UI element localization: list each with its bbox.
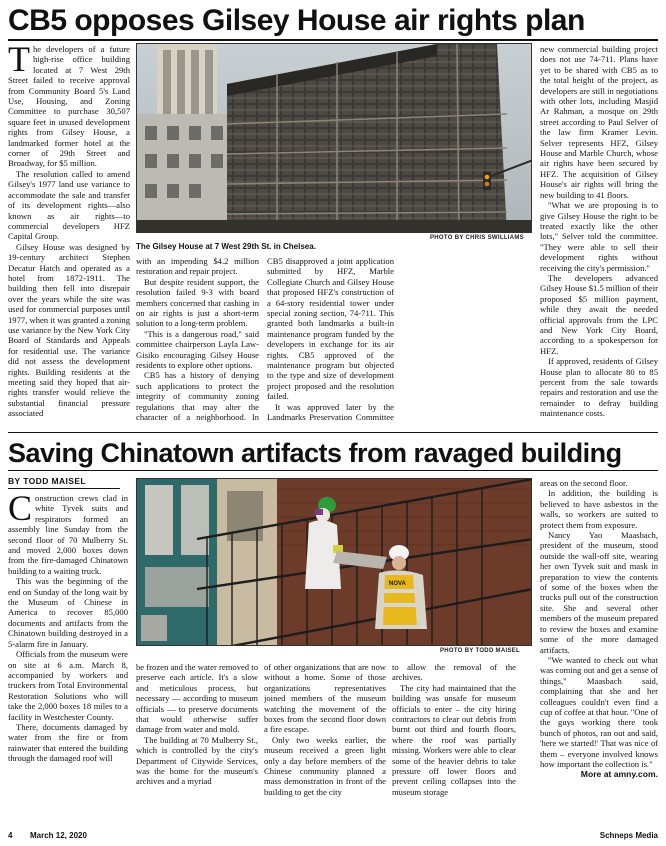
paragraph: of other organizations that are now without a home. Some of those organizations representatives joined members of the museum watching the movement of the boxes from the second floor down a fire escape. (264, 662, 386, 735)
paragraph: The resolution called to amend Gilsey's 1977 land use variance to accommodate the sale and transfer of its development rights—also known as air rights—to commercial developers HFZ Capital Group. (8, 168, 130, 242)
paragraph: If approved, residents of Gilsey House plan to allocate 80 to 85 percent from the sale towards repairs and restoration and use the remainder to defray building maintenance costs. (540, 356, 658, 419)
paragraph: areas on the second floor. (540, 478, 628, 488)
paragraph: The building at 70 Mulberry St., which is controlled by the city's Department of Citywide Services, was the home for the museum's archives and a myriad (136, 734, 258, 787)
byline: BY TODD MAISEL (8, 476, 87, 486)
article2-column-3 (264, 662, 386, 829)
paragraph: The developers advanced Gilsey House $1.5 million of their proposed $5 million payment, while they await the needed official approvals from the LPC and New York City Board, according to a spokesperson for HFZ. (540, 272, 658, 356)
headline-chinatown: Saving Chinatown artifacts from ravaged building (8, 438, 622, 468)
paragraph: Gilsey House was designed by 19-century architect Stephen Decatur Hatch and operated as a hotel from 1872-1911. The building then fell into disrepair over the years while the site was used for commercial purposes until 1977, when it was granted a zoning use variance by the New York City Board of Standards and Appeals for residential use. The variance did not assess the development rights. Building residents at the meeting said they hoped that air-rights transfer would relieve the substantial financial pressure associated (8, 241, 130, 419)
article1-column-2 (136, 256, 259, 424)
article2-column-2 (136, 662, 258, 829)
article2-column-1 (8, 493, 128, 829)
paragraph: The city had maintained that the building was unsafe for museum officials to enter – the city hiring contractors to clear out debris from burnt out third and fourth floors, where the roof was partially missing. Workers were able to clear some of the heavier debris to take pressure off lower floors and prevent ceiling collapses into the museum storage (392, 682, 516, 797)
photo-credit-gilsey: PHOTO BY CHRIS SWILLIAMS (430, 235, 524, 241)
paragraph: "We wanted to check out what was coming out and get a sense of things," Maasbach said, complaining that she and her colleagues couldn't even find a cup of coffee at that hour. "One of the guys working there took bunch of photos, ran out and said, 'here we started!' That was nice of them – everyone involved knows how important the collection is." (540, 654, 658, 769)
photo-credit-chinatown: PHOTO BY TODD MAISEL (440, 648, 521, 654)
chinatown-photo (136, 478, 532, 646)
paragraph: This was the beginning of the end on Sunday of the long wait by the Museum of Chinese in America to recover 85,000 documents and artifacts from the Chinatown building destroyed in a 5-alarm fire in January. (8, 576, 128, 649)
byline-rule (8, 488, 120, 489)
headline-rule (8, 470, 658, 471)
section-divider (8, 432, 658, 433)
headline-gilsey: CB5 opposes Gilsey House air rights plan (8, 4, 585, 37)
article2-column-5 (540, 478, 658, 830)
paragraph: It was approved later by the Landmarks Preservation Committee (267, 401, 394, 423)
paragraph: In addition, the building is believed to have asbestos in the walls, so workers are suited to protect them from exposure. (540, 488, 658, 530)
more-link[interactable]: More at amny.com. (580, 769, 658, 780)
issue-date: March 12, 2020 (30, 831, 87, 840)
paragraph: with an impending $4.2 million restoration and repair project. (136, 256, 259, 277)
paragraph: new commercial building project does not use 74-711. Plans have yet to be shared with CB5 as to the total height of the project, as developers are still in negotiations with other lots, including Masjid Ar Rahman, a mosque on 29th street according to Paul Selver of the law firm Kramer Levin. Selver represents HFZ, Gilsey House and Marble Church, whose air rights have been secured by HFZ. The acquisition of Gilsey House's air rights will bring the new building to 41 floors. (540, 44, 658, 200)
article1-column-3 (267, 256, 394, 424)
headline-rule (8, 39, 658, 41)
paragraph: CB5 disapproved a joint application submitted by HFZ, Marble Collegiate Church and Gilsey House that proposed HFZ's construction of a 64-story residential tower under special zoning section, 74-711. This granted both landmarks a built-in maintenance program funded by the developers in exchange for its air rights. CB5 approved of the maintenance program but objected to the type and size of development project proposed and the resolution failed. (267, 256, 394, 402)
dropcap-c: C (8, 493, 33, 528)
paragraph: to allow the removal of the archives. (392, 662, 516, 683)
paragraph: "This is a dangerous road," said committee chairperson Layla Law-Gisiko encouraging Gilsey House residents to explore other options. (136, 328, 259, 371)
article1-column-4 (540, 44, 658, 424)
page-number: 4 (8, 831, 13, 840)
article1-column-1 (8, 44, 130, 424)
paragraph: he developers of a future high-rise office building located at 7 West 29th Street failed to receive approval from Community Board 5's Land Use, Housing, and Zoning Committee to purchase 30,507 square feet in unused development rights from Gilsey House, a landmarked former hotel at the corner of 29th Street and Broadway, for $5 million. (8, 44, 130, 169)
paragraph: CB5 has a history of denying such applications to protect the integrity of community zoning regulations that may alter the character of a neighborhood. In (136, 370, 259, 423)
paragraph: But despite resident support, the resolution failed 9-3 with board members concerned that cashing in on air rights is just a short-term solution to a long-term problem. (136, 276, 259, 329)
paragraph: Only two weeks earlier, the museum received a green light only a day before members of the Chinese community planned a mass demonstration in front of the building to get the city (264, 734, 386, 797)
dropcap-t: T (8, 44, 30, 79)
vest-text: NOVA (389, 581, 406, 587)
paragraph: "What we are proposing is to give Gilsey House the right to be treated exactly like the other lots," Selver told the committee. "They were able to sell their development rights without receiving the city's permission." (540, 200, 658, 273)
chinatown-workers-image (137, 479, 532, 646)
gilsey-house-image (137, 44, 532, 233)
gilsey-house-photo (136, 43, 532, 233)
paragraph: be frozen and the water removed to preserve each article. It's a slow and meticulous process, but necessary — according to museum officials — to preserve documents that would otherwise suffer damage from water and mold. (136, 662, 258, 735)
publisher-name: Schneps Media (599, 831, 658, 840)
article2-column-4 (392, 662, 516, 829)
photo-caption-gilsey: The Gilsey House at 7 West 29th St. in Chelsea. (136, 242, 316, 251)
paragraph: Nancy Yao Maasbach, president of the museum, stood outside the wall-off site, wearing her own Tyvek suit and mask in preparation to view the contents of some of the boxes when the trucks pull out of the construction site. She and several other members of the museum prepared to review the boxes and examine some of the more damaged artifacts. (540, 530, 658, 655)
paragraph: There, documents damaged by water from the fire or from rainwater that entered the building through the damaged roof will (8, 721, 128, 764)
paragraph: Officials from the museum were on site at 6 a.m. March 8, accompanied by workers and truckers from Total Environmental Restoration Solutions who will take the 2,000 boxes 18 miles to a facility in Westchester County. (8, 649, 128, 722)
paragraph: onstruction crews clad in white Tyvek suits and respirators formed an assembly line Sunday from the second floor of 70 Mulberry St. and moved 2,000 boxes down from the fire-damaged Chinatown building to a waiting truck. (8, 493, 128, 576)
